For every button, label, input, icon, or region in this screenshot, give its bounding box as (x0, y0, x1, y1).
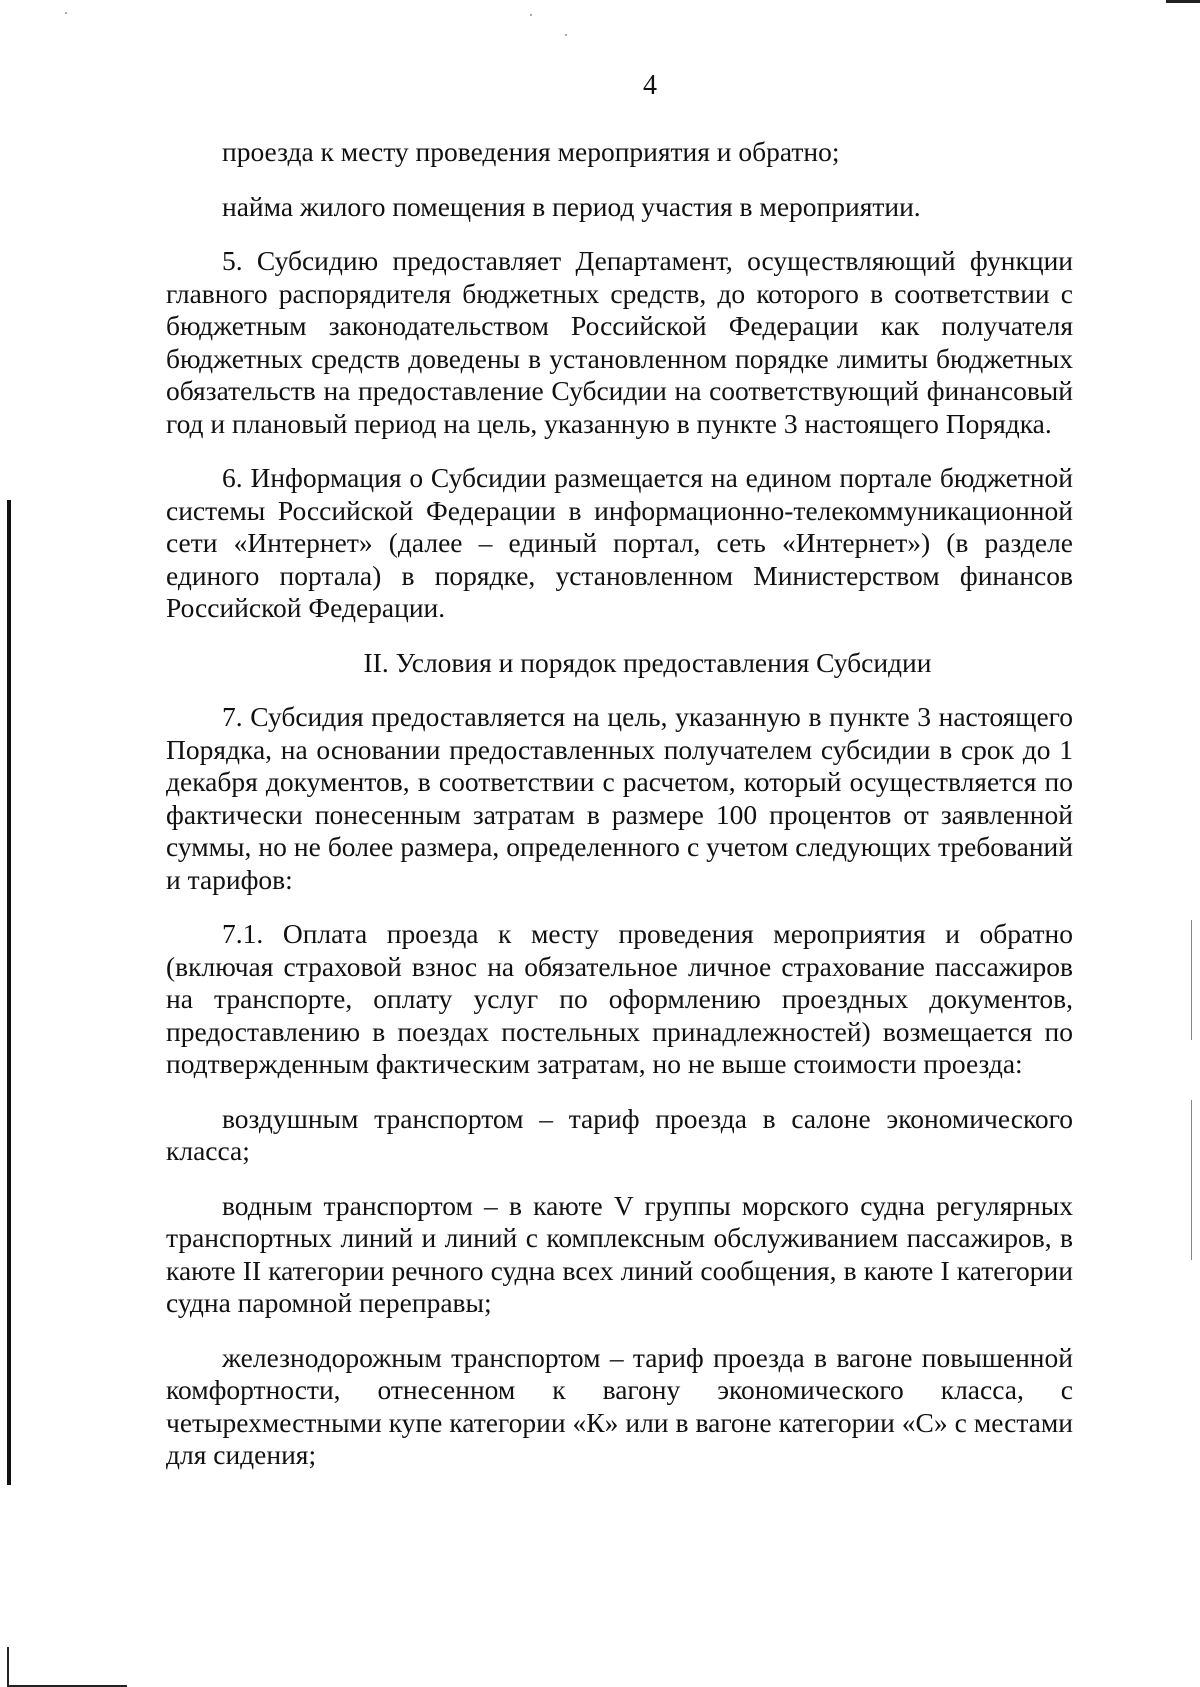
paragraph-7-1: 7.1. Оплата проезда к месту проведения мероприятия и обратно (включая страховой взнос на обязательное личное страхование пассажиров на транспорте, оплату услуг по оформлению проездных документов, предоставлению в поездах постельных принадлежностей) возмещается по подтвержденным фактическим затратам, но не выше стоимости проезда: (166, 918, 1073, 1079)
scan-edge-line (1166, 0, 1200, 3)
paragraph-rail-transport: железнодорожным транспортом – тариф проезда в вагоне повышенной комфортности, отнесенном к вагону экономического класса, с четырехместными купе категории «К» или в вагоне категории «С» с местами для сидения; (166, 1341, 1073, 1470)
paragraph: проезда к месту проведения мероприятия и обратно; (222, 136, 840, 167)
scan-speck (565, 34, 567, 36)
paragraph-6: 6. Информация о Субсидии размещается на едином портале бюджетной системы Российской Федерации в информационно-телекоммуникационной сети «Интернет» (далее – единый портал, сеть «Интернет») (в разделе единого портала) в порядке, установленном Министерством финансов Российской Федерации. (166, 462, 1073, 623)
scan-edge-line (1191, 920, 1192, 1040)
paragraph-5: 5. Субсидию предоставляет Департамент, осуществляющий функции главного распорядителя бюджетных средств, до которого в соответствии с бюджетным законодательством Российской Федерации как получателя бюджетных средств доведены в установленном порядке лимиты бюджетных обязательств на предоставление Субсидии на соответствующий финансовый год и плановый период на цель, указанную в пункте 3 настоящего Порядка. (166, 245, 1073, 439)
paragraph: найма жилого помещения в период участия в мероприятии. (222, 190, 921, 222)
paragraph-water-transport: водным транспортом – в каюте V группы морского судна регулярных транспортных линий и линий с комплексным обслуживанием пассажиров, в каюте II категории речного судна всех линий сообщения, в каюте I категории судна паромной переправы; (166, 1189, 1073, 1318)
scan-speck (65, 12, 67, 14)
paragraph-7: 7. Субсидия предоставляется на цель, указанную в пункте 3 настоящего Порядка, на основании предоставленных получателем субсидии в срок до 1 декабря документов, в соответствии с расчетом, который осуществляется по фактически понесенным затратам в размере 100 процентов от заявленной суммы, но не более размера, определенного с учетом следующих требований и тарифов: (166, 701, 1073, 895)
paragraph-air-transport: воздушным транспортом – тариф проезда в салоне экономического класса; (166, 1102, 1073, 1166)
scan-edge-line (7, 500, 11, 1485)
page-number: 4 (643, 70, 657, 101)
scan-edge-corner (7, 1647, 127, 1687)
section-heading: II. Условия и порядок предоставления Субсидии (363, 646, 932, 678)
document-body (166, 136, 1073, 1472)
scan-edge-line (1191, 1100, 1192, 1260)
scan-speck (530, 14, 532, 16)
